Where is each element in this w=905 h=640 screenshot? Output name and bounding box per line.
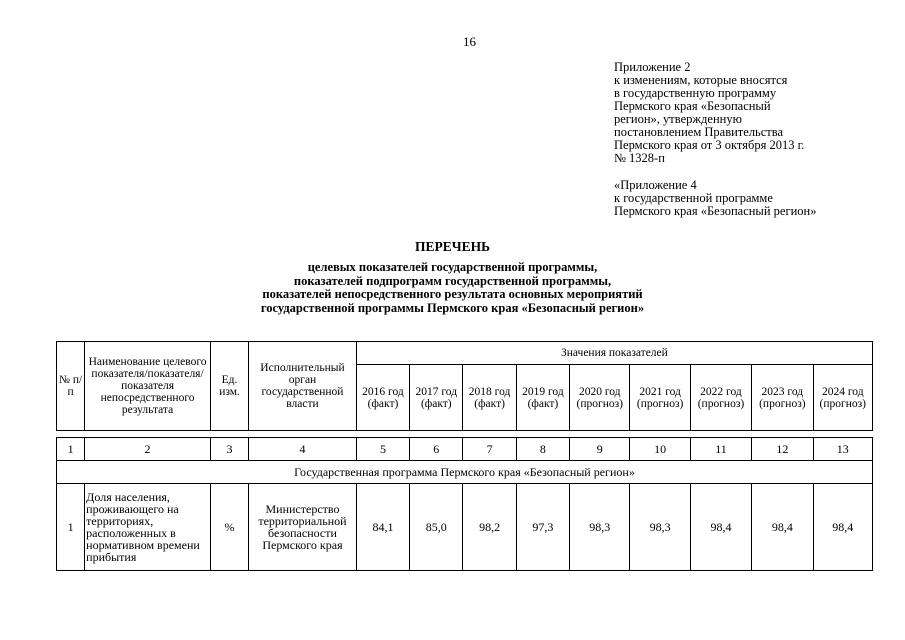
row-value: 98,4 xyxy=(690,484,751,571)
header-year: 2016 год (факт) xyxy=(356,365,409,431)
header-year: 2018 год (факт) xyxy=(463,365,516,431)
table-spacer xyxy=(57,431,873,438)
appendix-line: к государственной программе xyxy=(614,191,773,205)
row-value: 97,3 xyxy=(516,484,569,571)
subtitle-line: государственной программы Пермского края «Безопасный регион» xyxy=(260,300,645,315)
appendix-line: постановлением Правительства xyxy=(614,125,784,139)
table-row xyxy=(57,484,873,571)
appendix-gap xyxy=(614,165,816,179)
header-year: 2021 год (прогноз) xyxy=(630,365,690,431)
column-number: 9 xyxy=(570,438,630,461)
column-number: 8 xyxy=(516,438,569,461)
row-name: Доля населения, проживающего на территориях, расположенных в нормативном времени прибытия xyxy=(85,484,211,571)
column-number: 7 xyxy=(463,438,516,461)
header-executor: Исполнительный орган государственной власти xyxy=(249,342,357,431)
appendix-line: регион», утвержденную xyxy=(614,112,742,126)
column-number: 6 xyxy=(410,438,463,461)
header-year: 2024 год (прогноз) xyxy=(813,365,872,431)
column-number: 13 xyxy=(813,438,872,461)
column-number: 4 xyxy=(249,438,357,461)
row-value: 98,3 xyxy=(570,484,630,571)
row-value: 98,4 xyxy=(813,484,872,571)
row-value: 98,2 xyxy=(463,484,516,571)
column-number: 10 xyxy=(630,438,690,461)
row-value: 85,0 xyxy=(410,484,463,571)
row-executor: Министерство территориальной безопасности Пермского края xyxy=(249,484,357,571)
column-number: 1 xyxy=(57,438,85,461)
column-number: 11 xyxy=(690,438,751,461)
column-number: 12 xyxy=(752,438,813,461)
column-number: 2 xyxy=(85,438,211,461)
appendix-line: в государственную программу xyxy=(614,86,777,100)
subtitle-line: целевых показателей государственной программы, xyxy=(307,260,598,274)
header-num: № п/п xyxy=(57,342,85,431)
header-unit: Ед. изм. xyxy=(210,342,248,431)
header-year: 2023 год (прогноз) xyxy=(752,365,813,431)
appendix-line: Пермского края от 3 октября 2013 г. xyxy=(614,138,805,152)
row-value: 98,3 xyxy=(630,484,690,571)
appendix-line: «Приложение 4 xyxy=(614,178,697,192)
column-number-row xyxy=(57,438,873,461)
appendix-line: Приложение 2 xyxy=(614,60,691,74)
section-title: Государственная программа Пермского края «Безопасный регион» xyxy=(57,461,873,484)
row-unit: % xyxy=(210,484,248,571)
appendix-line: к изменениям, которые вносятся xyxy=(614,73,788,87)
header-year: 2017 год (факт) xyxy=(410,365,463,431)
header-year: 2019 год (факт) xyxy=(516,365,569,431)
document-subtitle xyxy=(0,261,905,315)
document-title: ПЕРЕЧЕНЬ xyxy=(414,239,491,254)
section-row xyxy=(57,461,873,484)
header-year: 2022 год (прогноз) xyxy=(690,365,751,431)
subtitle-line: показателей подпрограмм государственной программы, xyxy=(293,273,612,288)
appendix-line: Пермского края «Безопасный xyxy=(614,99,771,113)
appendix-line: Пермского края «Безопасный регион» xyxy=(614,204,817,218)
appendix-line: № 1328-п xyxy=(614,151,665,165)
column-number: 5 xyxy=(356,438,409,461)
header-year: 2020 год (прогноз) xyxy=(570,365,630,431)
header-values: Значения показателей xyxy=(356,342,872,365)
page-number: 16 xyxy=(463,34,476,49)
indicators-table xyxy=(56,341,873,571)
subtitle-line: показателей непосредственного результата основных мероприятий xyxy=(262,287,643,301)
column-number: 3 xyxy=(210,438,248,461)
header-name: Наименование целевого показателя/показателя/показателя непосредственного результата xyxy=(85,342,211,431)
row-num: 1 xyxy=(57,484,85,571)
appendix-note xyxy=(614,61,816,218)
row-value: 84,1 xyxy=(356,484,409,571)
row-value: 98,4 xyxy=(752,484,813,571)
